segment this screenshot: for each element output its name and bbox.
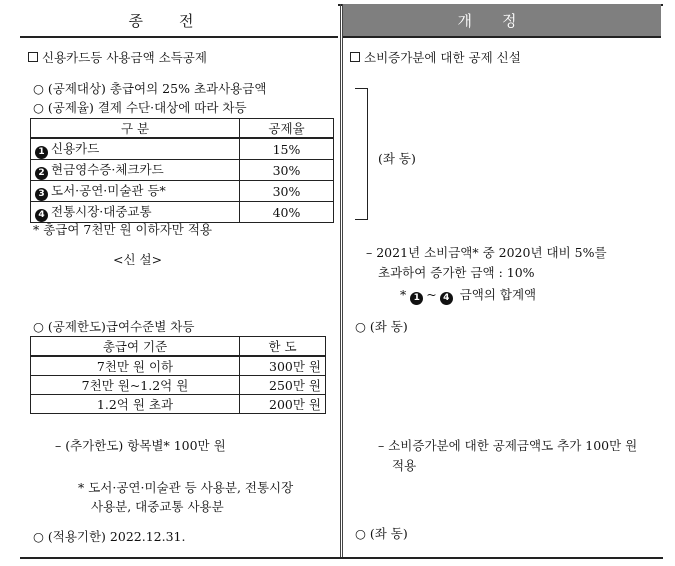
right-new-line1: – 2021년 소비금액* 중 2020년 대비 5%를 bbox=[366, 245, 607, 260]
right-new-line2: 초과하여 증가한 금액 : 10% bbox=[378, 265, 535, 280]
limit-table-header-limit: 한 도 bbox=[240, 337, 326, 357]
right-same1: (좌 동) bbox=[378, 151, 416, 166]
number-2-icon: 2 bbox=[35, 167, 48, 180]
number-4-icon: 4 bbox=[35, 209, 48, 222]
table-row: 4 전통시장·대중교통 40% bbox=[31, 202, 334, 223]
left-extra-note-line2: 사용분, 대중교통 사용분 bbox=[91, 499, 224, 514]
header-old: 종전 bbox=[20, 4, 338, 38]
number-3-icon: 3 bbox=[35, 188, 48, 201]
bottom-rule bbox=[20, 557, 663, 559]
column-divider bbox=[340, 4, 341, 558]
left-new-label: <신 설> bbox=[113, 252, 163, 267]
number-1-icon: 1 bbox=[410, 292, 423, 305]
right-extra-line1: – 소비증가분에 대한 공제금액도 추가 100만 원 bbox=[378, 438, 638, 453]
table-row: 3 도서·공연·미술관 등* 30% bbox=[31, 181, 334, 202]
right-same3: ○ (좌 동) bbox=[355, 526, 408, 541]
left-section-title: 신용카드등 사용금액 소득공제 bbox=[28, 48, 207, 66]
table-row: 2 현금영수증·체크카드 30% bbox=[31, 160, 334, 181]
table-row: 1 신용카드 15% bbox=[31, 138, 334, 160]
limit-table bbox=[30, 336, 326, 414]
table-row: 7천만 원~1.2억 원 250만 원 bbox=[31, 376, 326, 395]
rate-table bbox=[30, 118, 334, 223]
checkbox-square-icon bbox=[350, 52, 360, 62]
left-rate: ○ (공제율) 결제 수단·대상에 따라 차등 bbox=[33, 100, 247, 115]
number-4-icon: 4 bbox=[440, 292, 453, 305]
left-extra-note-line1: * 도서·공연·미술관 등 사용분, 전통시장 bbox=[78, 480, 294, 495]
left-note1: * 총급여 7천만 원 이하자만 적용 bbox=[33, 222, 212, 237]
left-limit: ○ (공제한도)급여수준별 차등 bbox=[33, 319, 195, 334]
rate-table-header-rate: 공제율 bbox=[240, 119, 334, 139]
table-row: 1.2억 원 초과 200만 원 bbox=[31, 395, 326, 414]
right-same2: ○ (좌 동) bbox=[355, 319, 408, 334]
header-new: 개정 bbox=[343, 4, 661, 38]
left-period: ○ (적용기한) 2022.12.31. bbox=[33, 529, 186, 544]
left-extra-limit: – (추가한도) 항목별* 100만 원 bbox=[55, 438, 226, 453]
limit-table-header-basis: 총급여 기준 bbox=[31, 337, 240, 357]
number-1-icon: 1 bbox=[35, 146, 48, 159]
right-extra-line2: 적용 bbox=[392, 458, 417, 473]
right-section-title: 소비증가분에 대한 공제 신설 bbox=[350, 48, 521, 66]
bracket-line bbox=[355, 88, 368, 220]
right-new-note: * 1 ~ 4 금액의 합계액 bbox=[400, 287, 537, 303]
rate-table-header-category: 구 분 bbox=[31, 119, 240, 139]
checkbox-square-icon bbox=[28, 52, 38, 62]
table-row: 7천만 원 이하 300만 원 bbox=[31, 356, 326, 376]
left-target: ○ (공제대상) 총급여의 25% 초과사용금액 bbox=[33, 81, 267, 96]
column-divider-2 bbox=[342, 4, 343, 558]
